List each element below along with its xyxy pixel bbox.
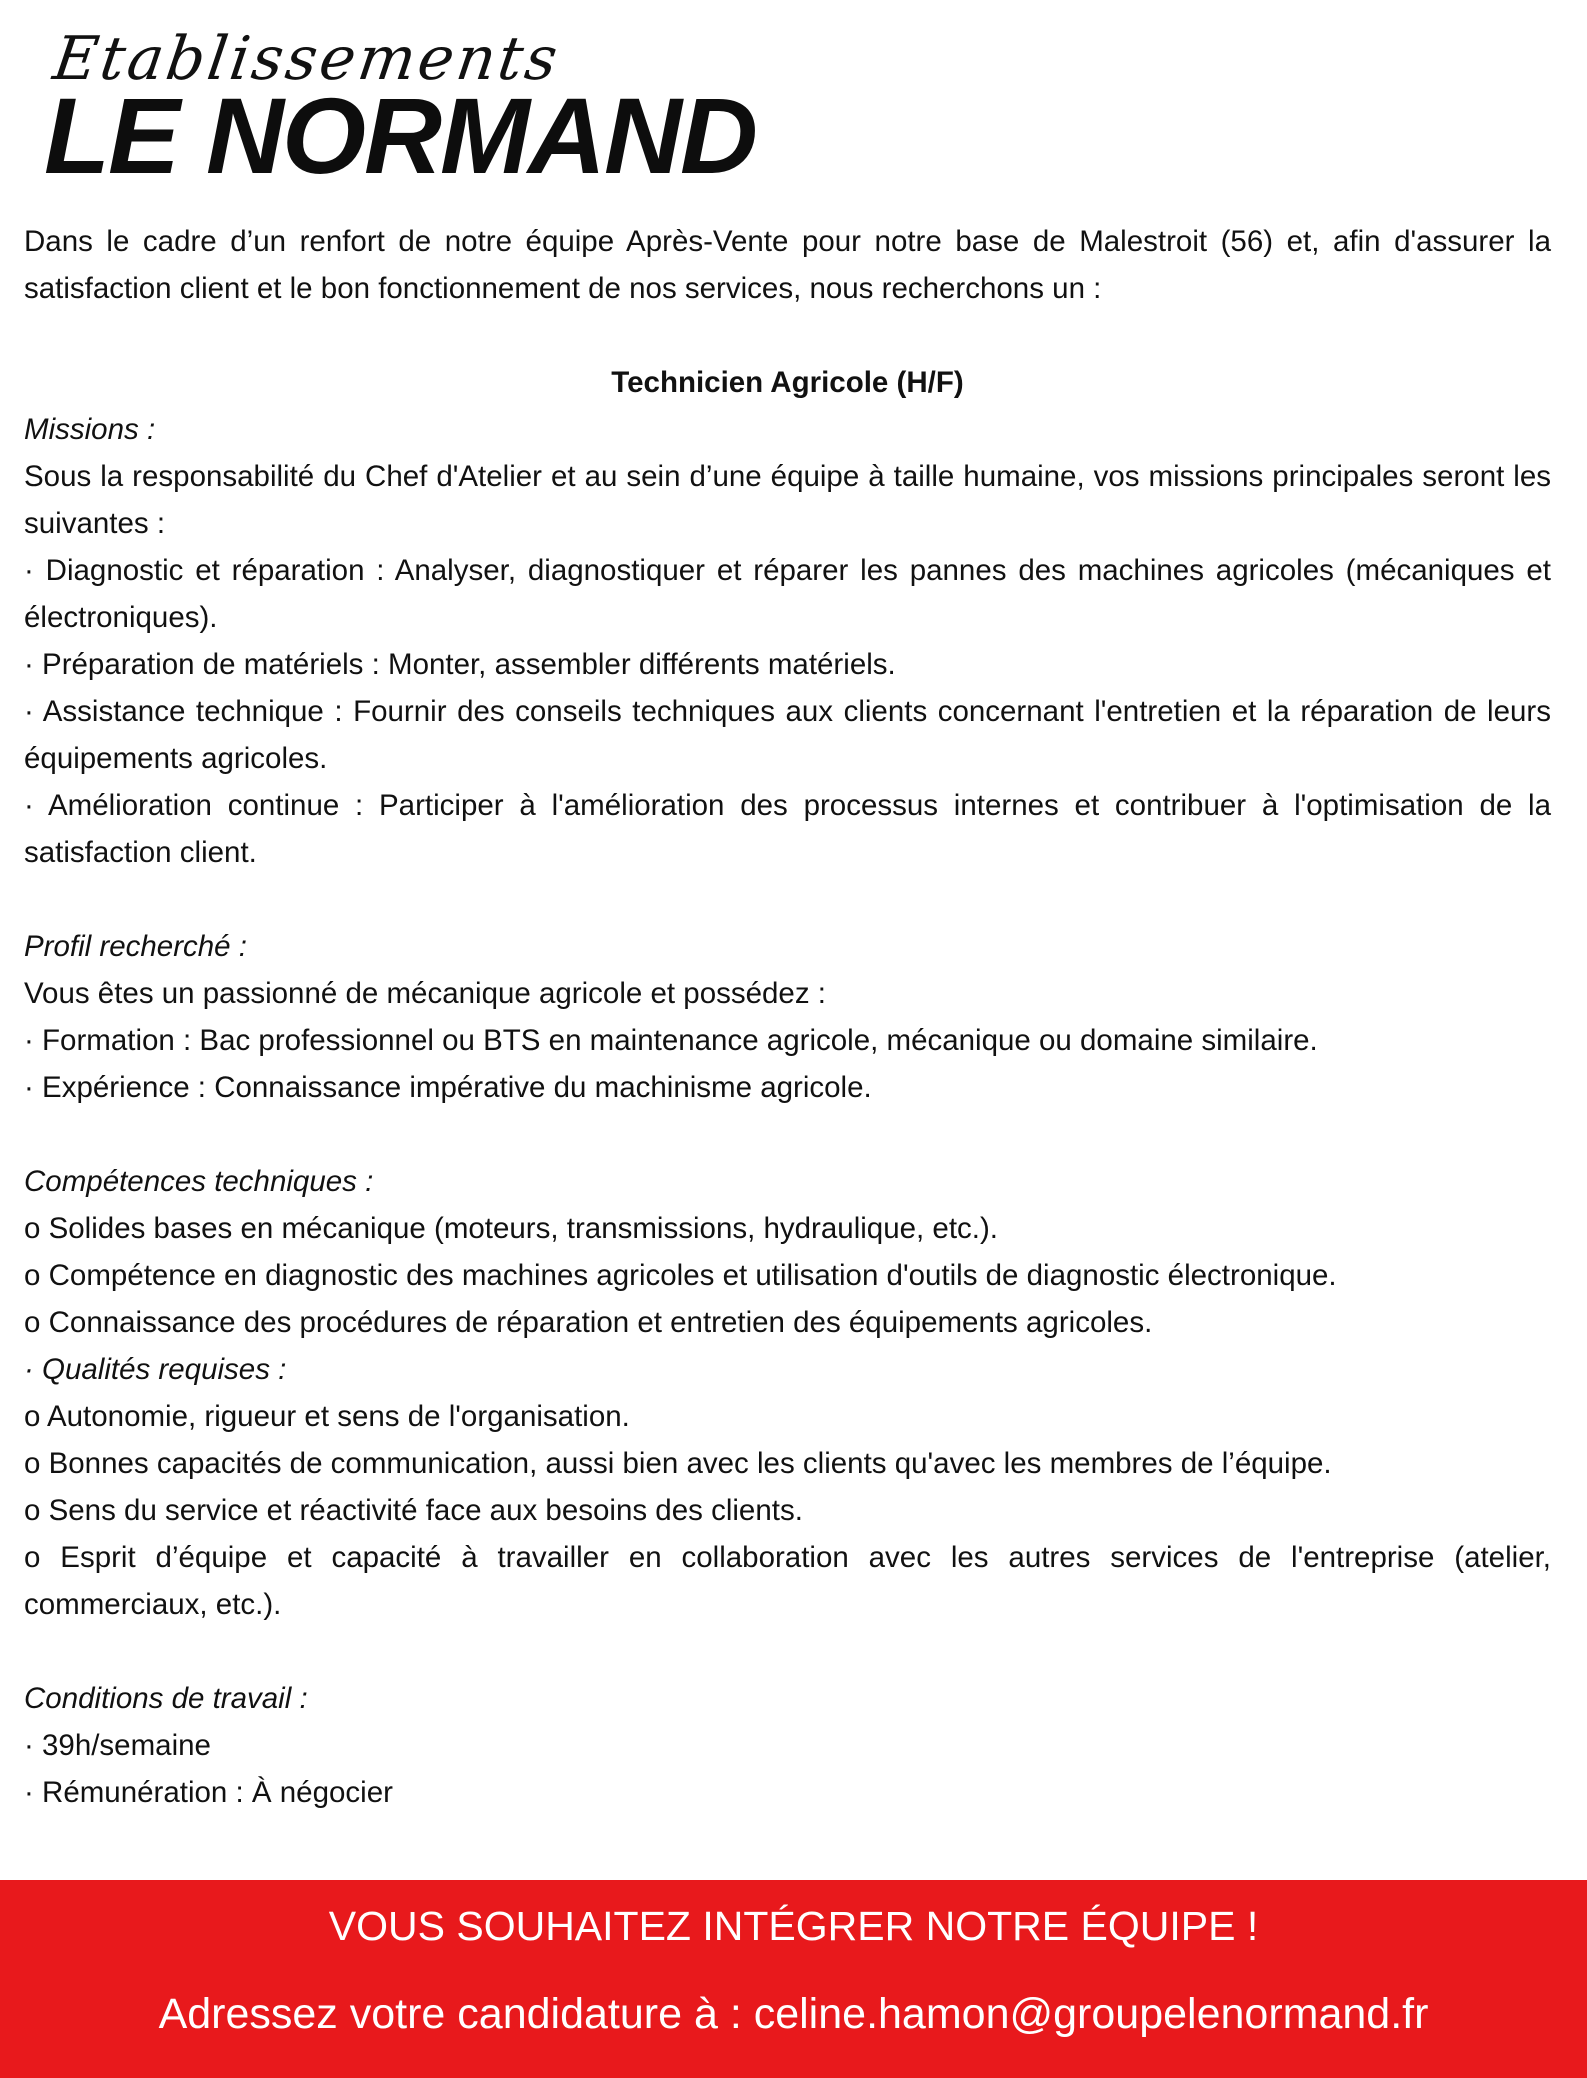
mission-item: · Préparation de matériels : Monter, assembler différents matériels. bbox=[24, 648, 896, 681]
profile-item: · Formation : Bac professionnel ou BTS en maintenance agricole, mécanique ou domaine similaire. bbox=[24, 1024, 1318, 1057]
qualities-heading: · Qualités requises : bbox=[24, 1353, 287, 1386]
skill-item: o Solides bases en mécanique (moteurs, transmissions, hydraulique, etc.). bbox=[24, 1212, 998, 1245]
footer-call-to-action: VOUS SOUHAITEZ INTÉGRER NOTRE ÉQUIPE ! bbox=[328, 1903, 1259, 1949]
spacer bbox=[24, 876, 1551, 923]
spacer bbox=[24, 1111, 1551, 1158]
logo-script-text: Etablissements bbox=[49, 24, 565, 94]
quality-item: o Bonnes capacités de communication, aussi bien avec les clients qu'avec les membres de l’équipe. bbox=[24, 1447, 1332, 1480]
spacer bbox=[24, 1628, 1551, 1675]
conditions-heading: Conditions de travail : bbox=[24, 1682, 308, 1715]
skill-item: o Compétence en diagnostic des machines agricoles et utilisation d'outils de diagnostic électronique. bbox=[24, 1259, 1337, 1292]
intro-paragraph: Dans le cadre d’un renfort de notre équipe Après-Vente pour notre base de Malestroit (56) et, afin d'assurer la satisfaction client et le bon fonctionnement de nos services, nous recherchons un : bbox=[24, 225, 1551, 305]
skill-item: o Connaissance des procédures de réparation et entretien des équipements agricoles. bbox=[24, 1306, 1153, 1339]
job-title: Technicien Agricole (H/F) bbox=[611, 366, 964, 399]
application-footer-banner bbox=[0, 1880, 1587, 2078]
missions-intro: Sous la responsabilité du Chef d'Atelier et au sein d’une équipe à taille humaine, vos missions principales seront les suivantes : bbox=[24, 460, 1551, 540]
condition-item: · Rémunération : À négocier bbox=[24, 1776, 393, 1809]
mission-item: · Diagnostic et réparation : Analyser, diagnostiquer et réparer les pannes des machines agricoles (mécaniques et électroniques). bbox=[24, 554, 1551, 634]
condition-item: · 39h/semaine bbox=[24, 1729, 211, 1762]
logo-main-text: LE NORMAND bbox=[44, 75, 756, 196]
profile-intro: Vous êtes un passionné de mécanique agricole et possédez : bbox=[24, 977, 826, 1010]
missions-heading: Missions : bbox=[24, 413, 156, 446]
profile-heading: Profil recherché : bbox=[24, 930, 247, 963]
quality-item: o Sens du service et réactivité face aux besoins des clients. bbox=[24, 1494, 803, 1527]
footer-contact-line: Adressez votre candidature à : celine.hamon@groupelenormand.fr bbox=[158, 1990, 1429, 2038]
company-logo bbox=[44, 22, 756, 196]
profile-item: · Expérience : Connaissance impérative du machinisme agricole. bbox=[24, 1071, 872, 1104]
spacer bbox=[24, 312, 1551, 359]
quality-item: o Autonomie, rigueur et sens de l'organisation. bbox=[24, 1400, 630, 1433]
quality-item: o Esprit d’équipe et capacité à travailler en collaboration avec les autres services de l'entreprise (atelier, commerciaux, etc.). bbox=[24, 1541, 1551, 1621]
skills-heading: Compétences techniques : bbox=[24, 1165, 374, 1198]
mission-item: · Assistance technique : Fournir des conseils techniques aux clients concernant l'entretien et la réparation de leurs équipements agricoles. bbox=[24, 695, 1551, 775]
mission-item: · Amélioration continue : Participer à l'amélioration des processus internes et contribuer à l'optimisation de la satisfaction client. bbox=[24, 789, 1551, 869]
job-offer-body bbox=[24, 218, 1551, 1816]
